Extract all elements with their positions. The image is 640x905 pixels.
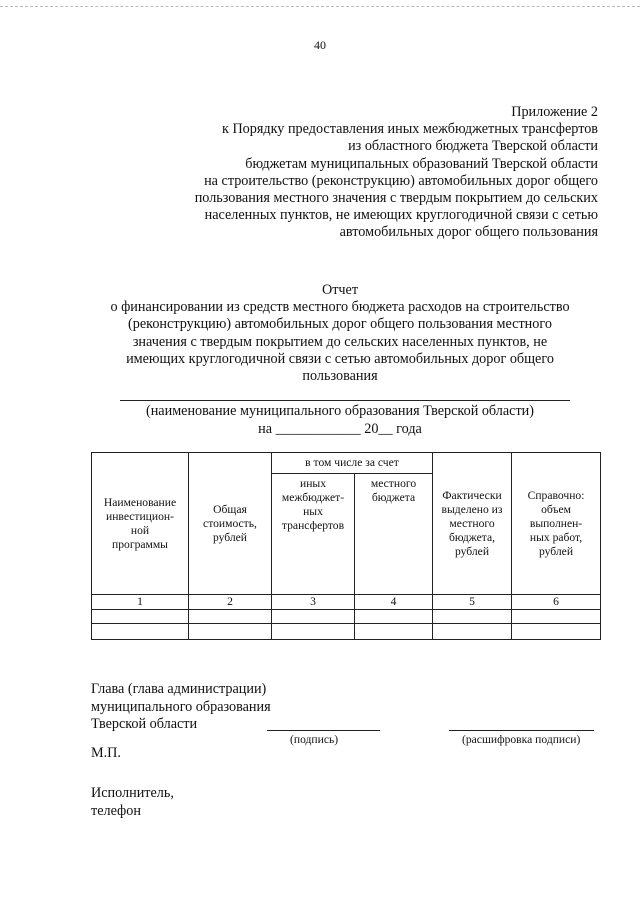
- report-table: [91, 452, 601, 640]
- table-cell: [355, 610, 433, 624]
- header-local-budget: местного бюджета: [355, 474, 433, 595]
- header-reference-volume: Справочно: объем выполнен- ных работ, рублей: [512, 453, 601, 595]
- table-cell: [272, 624, 355, 640]
- column-number: 1: [92, 595, 189, 610]
- decoding-fill-line: [449, 730, 594, 731]
- head-signature-label: [91, 681, 271, 734]
- appendix-header: [38, 104, 598, 242]
- column-number: 3: [272, 595, 355, 610]
- municipality-caption: (наименование муниципального образования Тверской области): [145, 403, 534, 419]
- column-number: 4: [355, 595, 433, 610]
- table-cell: [92, 624, 189, 640]
- table-cell: [272, 610, 355, 624]
- table-cell: [189, 610, 272, 624]
- page-number: 40: [314, 38, 326, 52]
- municipality-fill-line: [120, 400, 570, 401]
- header-including-group: в том числе за счет: [272, 453, 433, 474]
- table-header-row: [92, 453, 601, 474]
- head-line: Глава (глава администрации): [91, 681, 267, 697]
- header-other-transfers: иных межбюджет- ных трансфертов: [272, 474, 355, 595]
- table-cell: [512, 624, 601, 640]
- report-subtitle-line: имеющих круглогодичной связи с сетью автомобильных дорог общего: [126, 350, 554, 367]
- decoding-caption: (расшифровка подписи): [462, 733, 581, 746]
- table-row: [92, 624, 601, 640]
- table-cell: [433, 610, 512, 624]
- executor-block: [91, 785, 174, 820]
- report-title-block: [60, 282, 620, 385]
- report-subtitle-line: (реконструкцию) автомобильных дорог общего пользования местного: [128, 316, 552, 333]
- report-subtitle-line: о финансировании из средств местного бюджета расходов на строительство: [110, 299, 570, 316]
- appendix-line: автомобильных дорог общего пользования: [339, 224, 598, 241]
- head-line: муниципального образования: [91, 698, 271, 715]
- appendix-line: населенных пунктов, не имеющих круглогодичной связи с сетью: [204, 207, 598, 224]
- header-program-name: Наименование инвестицион- ной программы: [92, 453, 189, 595]
- head-line: Тверской области: [91, 716, 198, 732]
- table-cell: [512, 610, 601, 624]
- appendix-line: на строительство (реконструкцию) автомобильных дорог общего: [204, 172, 598, 189]
- appendix-line: из областного бюджета Тверской области: [348, 138, 598, 155]
- report-date-line: на ____________ 20__ года: [258, 421, 422, 437]
- header-total-cost: Общая стоимость, рублей: [189, 453, 272, 595]
- column-number: 5: [433, 595, 512, 610]
- column-number: 6: [512, 595, 601, 610]
- report-subtitle-line: значения с твердым покрытием до сельских населенных пунктов, не: [132, 333, 548, 350]
- table-cell: [355, 624, 433, 640]
- appendix-line: пользования местного значения с твердым покрытием до сельских: [194, 190, 598, 207]
- table-column-numbers-row: [92, 595, 601, 610]
- scan-top-edge: [0, 6, 640, 7]
- appendix-line: бюджетам муниципальных образований Тверской области: [245, 155, 598, 172]
- column-number: 2: [189, 595, 272, 610]
- table-cell: [189, 624, 272, 640]
- report-subtitle-line: пользования: [302, 368, 378, 385]
- table-cell: [92, 610, 189, 624]
- table-row: [92, 610, 601, 624]
- signature-fill-line: [267, 730, 380, 731]
- executor-line: Исполнитель,: [91, 785, 174, 801]
- table-cell: [433, 624, 512, 640]
- report-title: Отчет: [321, 282, 359, 298]
- header-actual-allocated: Фактически выделено из местного бюджета, рублей: [433, 453, 512, 595]
- appendix-line: к Порядку предоставления иных межбюджетных трансфертов: [222, 121, 598, 138]
- signature-caption: (подпись): [290, 733, 339, 746]
- stamp-place: М.П.: [91, 745, 121, 761]
- appendix-line: Приложение 2: [511, 104, 598, 120]
- executor-line: телефон: [91, 802, 141, 819]
